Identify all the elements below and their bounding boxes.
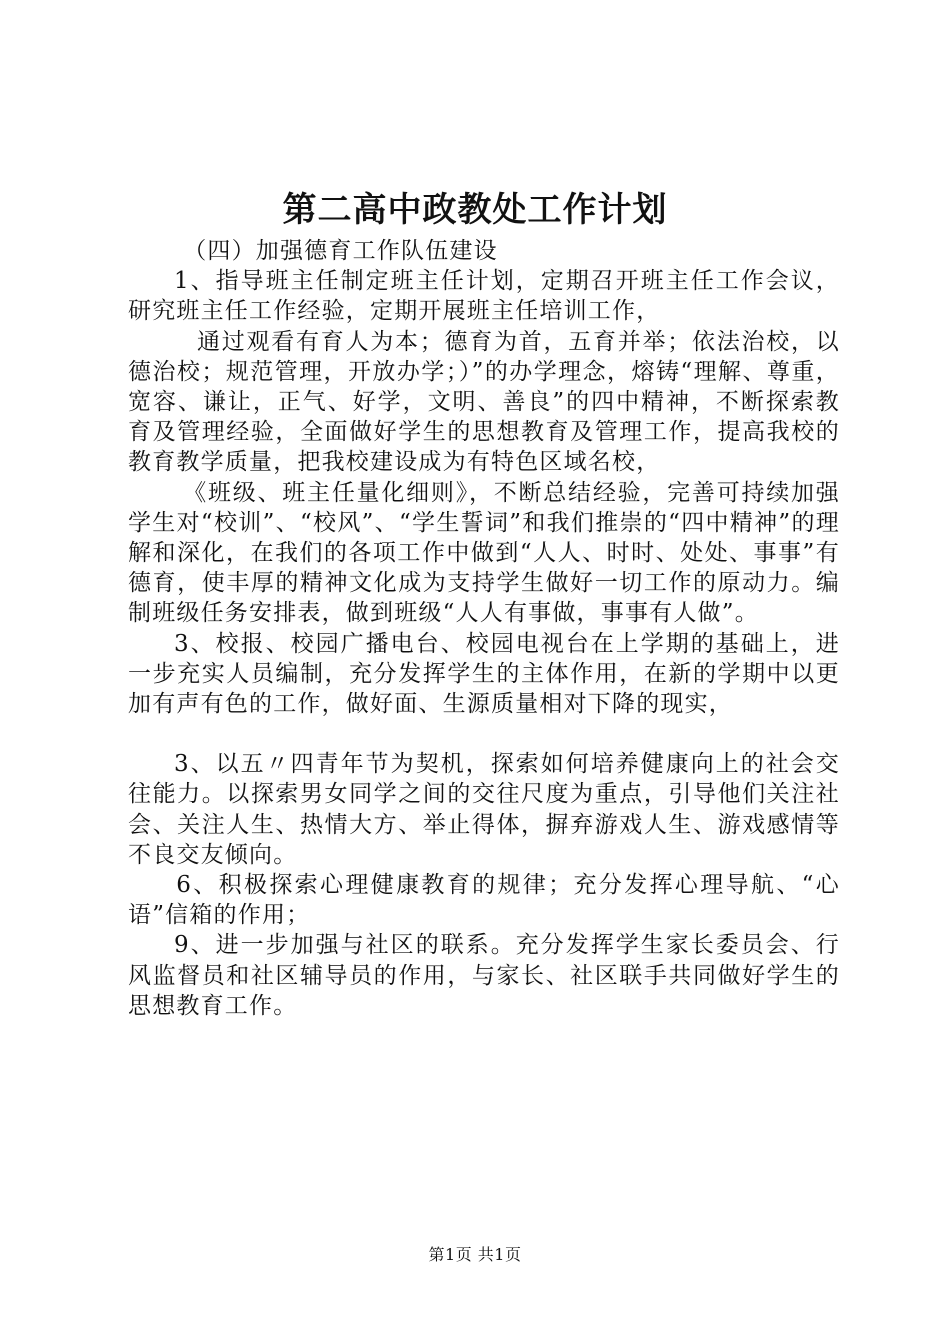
page-footer: 第1页 共1页 <box>428 1245 522 1264</box>
document-body <box>128 236 840 1021</box>
paragraph-2: 1、指导班主任制定班主任计划，定期召开班主任工作会议，研究班主任工作经验，定期开展班主任培训工作， <box>128 268 840 325</box>
paragraph-6: 3、以五〃四青年节为契机，探索如何培养健康向上的社会交往能力。以探索男女同学之间的交往尺度为重点，引导他们关注社会、关注人生、热情大方、举止得体，摒弃游戏人生、游戏感情等不良交友倾向。 <box>128 751 840 868</box>
paragraph-7: 6、积极探索心理健康教育的规律；充分发挥心理导航、“心语”信箱的作用； <box>128 872 840 929</box>
paragraph-gap <box>128 719 840 749</box>
paragraph-1: （四）加强德育工作队伍建设 <box>183 238 498 264</box>
paragraph-8: 9、进一步加强与社区的联系。充分发挥学生家长委员会、行风监督员和社区辅导员的作用，与家长、社区联手共同做好学生的思想教育工作。 <box>128 932 840 1019</box>
paragraph-5: 3、校报、校园广播电台、校园电视台在上学期的基础上，进一步充实人员编制，充分发挥学生的主体作用，在新的学期中以更加有声有色的工作，做好面、生源质量相对下降的现实， <box>128 630 840 718</box>
document-title: 第二高中政教处工作计划 <box>282 190 668 230</box>
paragraph-4: 《班级、班主任量化细则》，不断总结经验，完善可持续加强学生对“校训”、“校风”、“学生誓词”和我们推崇的“四中精神”的理解和深化，在我们的各项工作中做到“人人、时时、处处、事事”有德育，使丰厚的精神文化成为支持学生做好一切工作的原动力。编制班级任务安排表，做到班级“人人有事做，事事有人做”。 <box>128 479 840 627</box>
paragraph-3: 通过观看有育人为本；德育为首，五育并举；依法治校，以德治校；规范管理，开放办学；）”的办学理念，熔铸“理解、尊重，宽容、谦让，正气、好学，文明、善良”的四中精神，不断探索教育及管理经验，全面做好学生的思想教育及管理工作，提高我校的教育教学质量，把我校建设成为有特色区域名校， <box>128 328 840 476</box>
